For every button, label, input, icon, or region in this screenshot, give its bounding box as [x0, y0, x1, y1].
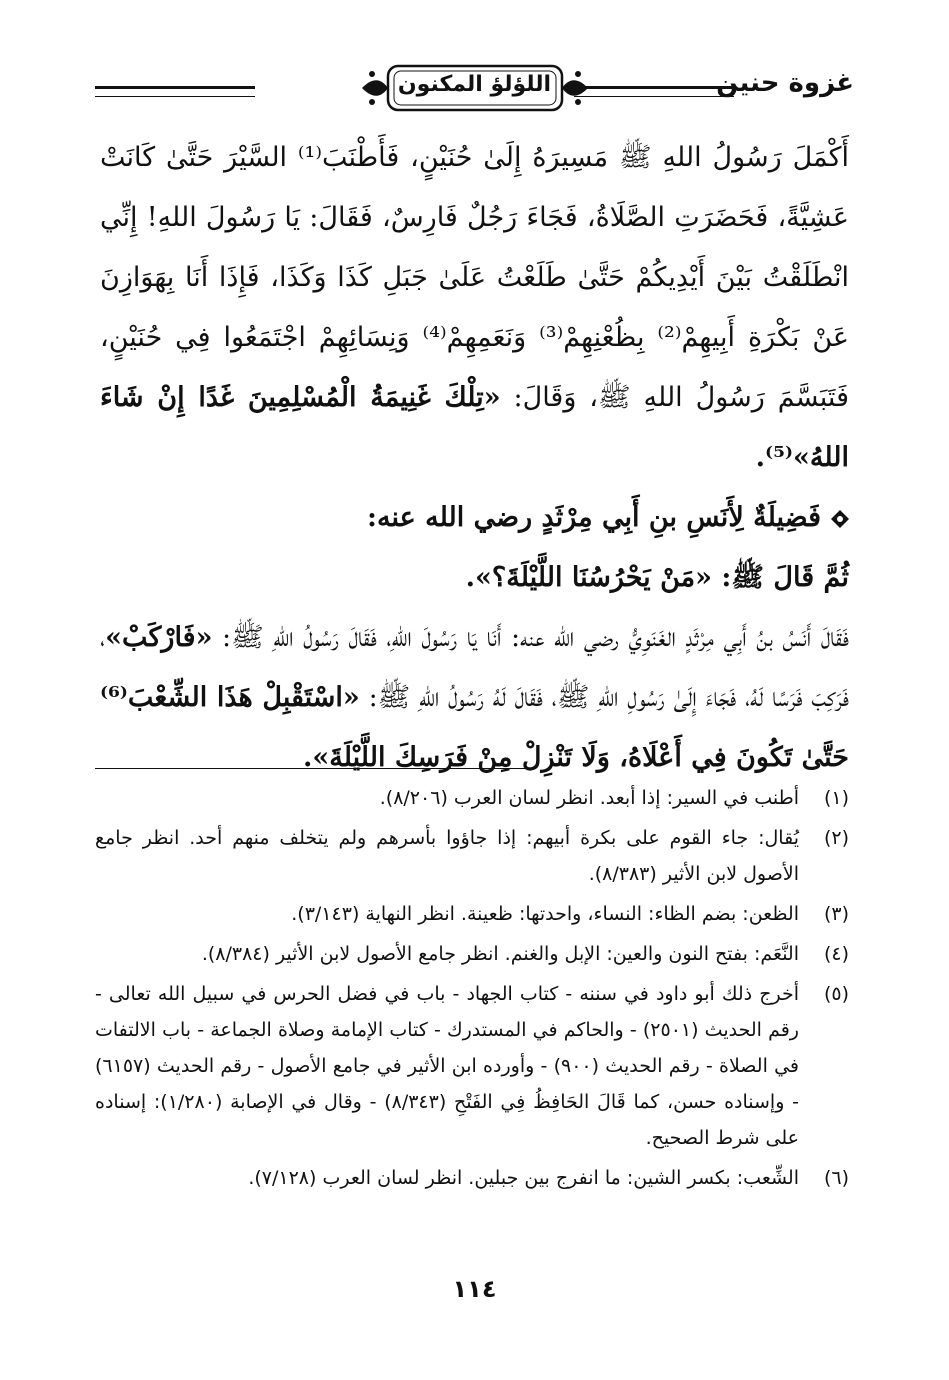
footnote-number: (٢)	[823, 827, 849, 849]
header-rule-right	[574, 86, 734, 97]
footnote-text: الظعن: بضم الظاء: النساء، واحدتها: ظعينة. انظر النهاية (٣/١٤٣).	[291, 903, 799, 925]
footnote	[95, 976, 849, 1156]
footnote-number: (٦)	[823, 1167, 849, 1189]
footnote-number: (٣)	[823, 903, 849, 925]
footnote-text: أطنب في السير: إذا أبعد. انظر لسان العرب (٨/٢٠٦).	[379, 787, 799, 809]
paragraph-3-quote-b: «فَارْكَبْ»	[105, 622, 213, 653]
footnote	[95, 896, 849, 932]
footnote-separator	[95, 768, 525, 769]
footnote-text: يُقال: جاء القوم على بكرة أبيهم: إذا جاؤوا بأسرهم ولم يتخلف منهم أحد. انظر جامع الأصول لابن الأثير (٨/٣٨٣).	[95, 827, 799, 885]
header-rule-left	[95, 86, 255, 97]
footnote	[95, 780, 849, 816]
paragraph-1	[100, 128, 849, 488]
diamond-bullet-icon	[831, 510, 849, 528]
footnote-number: (٤)	[823, 943, 849, 965]
footnote-text: أخرج ذلك أبو داود في سننه - كتاب الجهاد - باب في فضل الحرس في سبيل الله تعالى - رقم الحديث (٢٥٠١) - والحاكم في المستدرك - كتاب الإمامة وصلاة الجماعة - باب الالتفات في الصلاة - رقم الحديث (٩٠٠) - وأورده ابن الأثير في جامع الأصول - رقم الحديث (٦١٥٧) - وإسناده حسن، كما قَالَ الحَافِظُ فِي الفَتْحِ (٨/٣٤٣) - وقال في الإصابة (١/٢٨٠): إسناده على شرط الصحيح.	[95, 983, 799, 1149]
footnote	[95, 820, 849, 892]
paragraph-3	[100, 608, 849, 788]
footnote-text: النَّعَم: بفتح النون والعين: الإبل والغنم. انظر جامع الأصول لابن الأثير (٨/٣٨٤).	[201, 943, 799, 965]
paragraph-3-quote-d: «اسْتَقْبِلْ هَذَا الشِّعْبَ⁽⁶⁾ حَتَّىٰ تَكُونَ فِي أَعْلَاهُ، وَلَا تَنْزِلْ مِنْ فَرَسِكَ اللَّيْلَةَ».	[100, 682, 849, 773]
footnote-number: (١)	[823, 787, 849, 809]
paragraph-1-quote: «تِلْكَ غَنِيمَةُ الْمُسْلِمِينَ غَدًا إِنْ شَاءَ اللهُ»⁽⁵⁾.	[100, 382, 849, 473]
page-number: ١١٤	[452, 1275, 497, 1303]
footnote-number: (٥)	[823, 983, 849, 1005]
main-text	[100, 128, 849, 788]
footnotes	[95, 780, 849, 1200]
paragraph-3-text-c: ، فَرَكِبَ فَرَسًا لَهُ، فَجَاءَ إِلَىٰ رَسُولِ اللهِ ﷺ، فَقَالَ لَهُ رَسُولُ اللهِ ﷺ:	[100, 622, 849, 713]
paragraph-2: ثُمَّ قَالَ ﷺ: «مَنْ يَحْرُسُنَا اللَّيْلَةَ؟».	[465, 562, 849, 593]
paragraph-3-text-a: فَقَالَ أَنَسُ بنُ أَبِي مِرْثَدٍ الغَنَوِيُّ رضي الله عنه: أَنَا يَا رَسُولَ اللهِ، فَقَالَ رَسُولُ اللهِ ﷺ:	[212, 622, 849, 653]
footnote	[95, 936, 849, 972]
chapter-title: غزوة حنين	[716, 68, 854, 98]
paragraph-1-text: أَكْمَلَ رَسُولُ اللهِ ﷺ مَسِيرَهُ إِلَىٰ حُنَيْنٍ، فَأَطْنَبَ⁽¹⁾ السَّيْرَ حَتَّىٰ كَانَتْ عَشِيَّةً، فَحَضَرَتِ الصَّلَاةُ، فَجَاءَ رَجُلٌ فَارِسٌ، فَقَالَ: يَا رَسُولَ اللهِ! إِنِّي انْطَلَقْتُ بَيْنَ أَيْدِيكُمْ حَتَّىٰ طَلَعْتُ عَلَىٰ جَبَلِ كَذَا وَكَذَا، فَإِذَا أَنَا بِهَوَازِنَ عَنْ بَكْرَةِ أَبِيهِمْ⁽²⁾ بِظُعْنِهِمْ⁽³⁾ وَنَعَمِهِمْ⁽⁴⁾ وَنِسَائِهِمْ اجْتَمَعُوا فِي حُنَيْنٍ، فَتَبَسَّمَ رَسُولُ اللهِ ﷺ، وَقَالَ:	[100, 142, 849, 413]
footnote	[95, 1160, 849, 1196]
page-header	[95, 60, 854, 120]
book-title: اللؤلؤ المكنون	[397, 72, 552, 97]
section-heading-text: فَضِيلَةٌ لِأَنَسِ بنِ أَبِي مِرْثَدٍ رضي الله عنه:	[367, 502, 821, 533]
section-heading	[100, 488, 849, 548]
footnote-text: الشِّعب: بكسر الشين: ما انفرج بين جبلين. انظر لسان العرب (٧/١٢٨).	[248, 1167, 799, 1189]
